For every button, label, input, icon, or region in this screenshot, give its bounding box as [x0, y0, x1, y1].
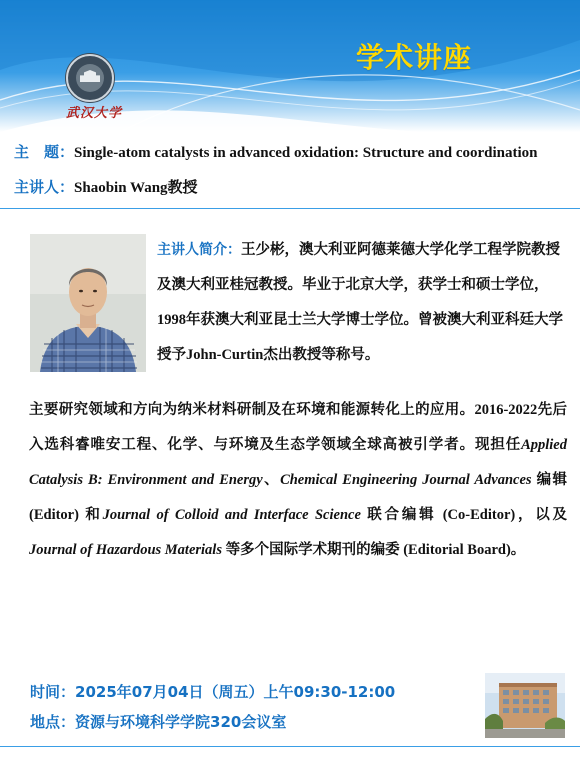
place-label: 地点：: [30, 713, 76, 731]
research-text-1: 主要研究领域和方向为纳米材料研制及在环境和能源转化上的应用。2016-2022先后入选科睿唯安工程、化学、与环境及生态学领域全球高被引学者。现担任: [29, 402, 567, 453]
journal-applied-catalysis-b: Applied Catalysis B: Environment and Energy: [29, 437, 567, 488]
time-label: 时间：: [30, 683, 76, 701]
speaker-bio: [157, 233, 567, 373]
research-paragraph: [29, 393, 567, 568]
time-row: [30, 681, 395, 702]
bio-text: 王少彬，澳大利亚阿德莱德大学化学工程学院教授及澳大利亚桂冠教授。毕业于北京大学，获学士和硕士学位，1998年获澳大利亚昆士兰大学博士学位。曾被澳大利亚科廷大学授予John-Curtin杰出教授等称号。: [157, 242, 563, 363]
topic-label: 主 题：: [14, 143, 75, 161]
journal-chem-eng-j-advances: Chemical Engineering Journal Advances: [280, 472, 532, 488]
speaker-label: 主讲人：: [14, 178, 75, 196]
header-banner: [0, 0, 580, 132]
banner-title: 学术讲座: [356, 41, 473, 74]
building-photo: [485, 673, 565, 738]
university-logo: [52, 48, 128, 124]
research-text-4: 等多个国际学术期刊的编委 (Editorial Board)。: [221, 542, 526, 558]
journal-hazardous-materials: Journal of Hazardous Materials: [29, 542, 222, 558]
research-text-3: 联合编辑 (Co-Editor)，以及: [360, 507, 567, 523]
university-calligraphy: 武汉大学: [66, 106, 123, 121]
speaker-photo: [30, 234, 146, 372]
research-text-2: 编辑 (Editor) 和: [29, 472, 568, 523]
bio-label: 主讲人简介：: [157, 242, 241, 258]
journal-colloid-interface-science: Journal of Colloid and Interface Science: [102, 507, 361, 523]
place-value: 资源与环境科学学院320会议室: [75, 713, 287, 731]
time-value: 2025年07月04日（周五）上午09:30-12:00: [75, 683, 396, 701]
research-separator: 、: [262, 472, 281, 488]
speaker-row: [14, 176, 198, 197]
speaker-value: Shaobin Wang教授: [74, 180, 198, 196]
divider-top: [0, 208, 580, 209]
divider-bottom: [0, 746, 580, 747]
topic-value: Single-atom catalysts in advanced oxidation: Structure and coordination: [74, 145, 538, 161]
topic-row: [14, 141, 538, 162]
place-row: [30, 711, 286, 732]
university-seal-icon: [66, 54, 114, 102]
